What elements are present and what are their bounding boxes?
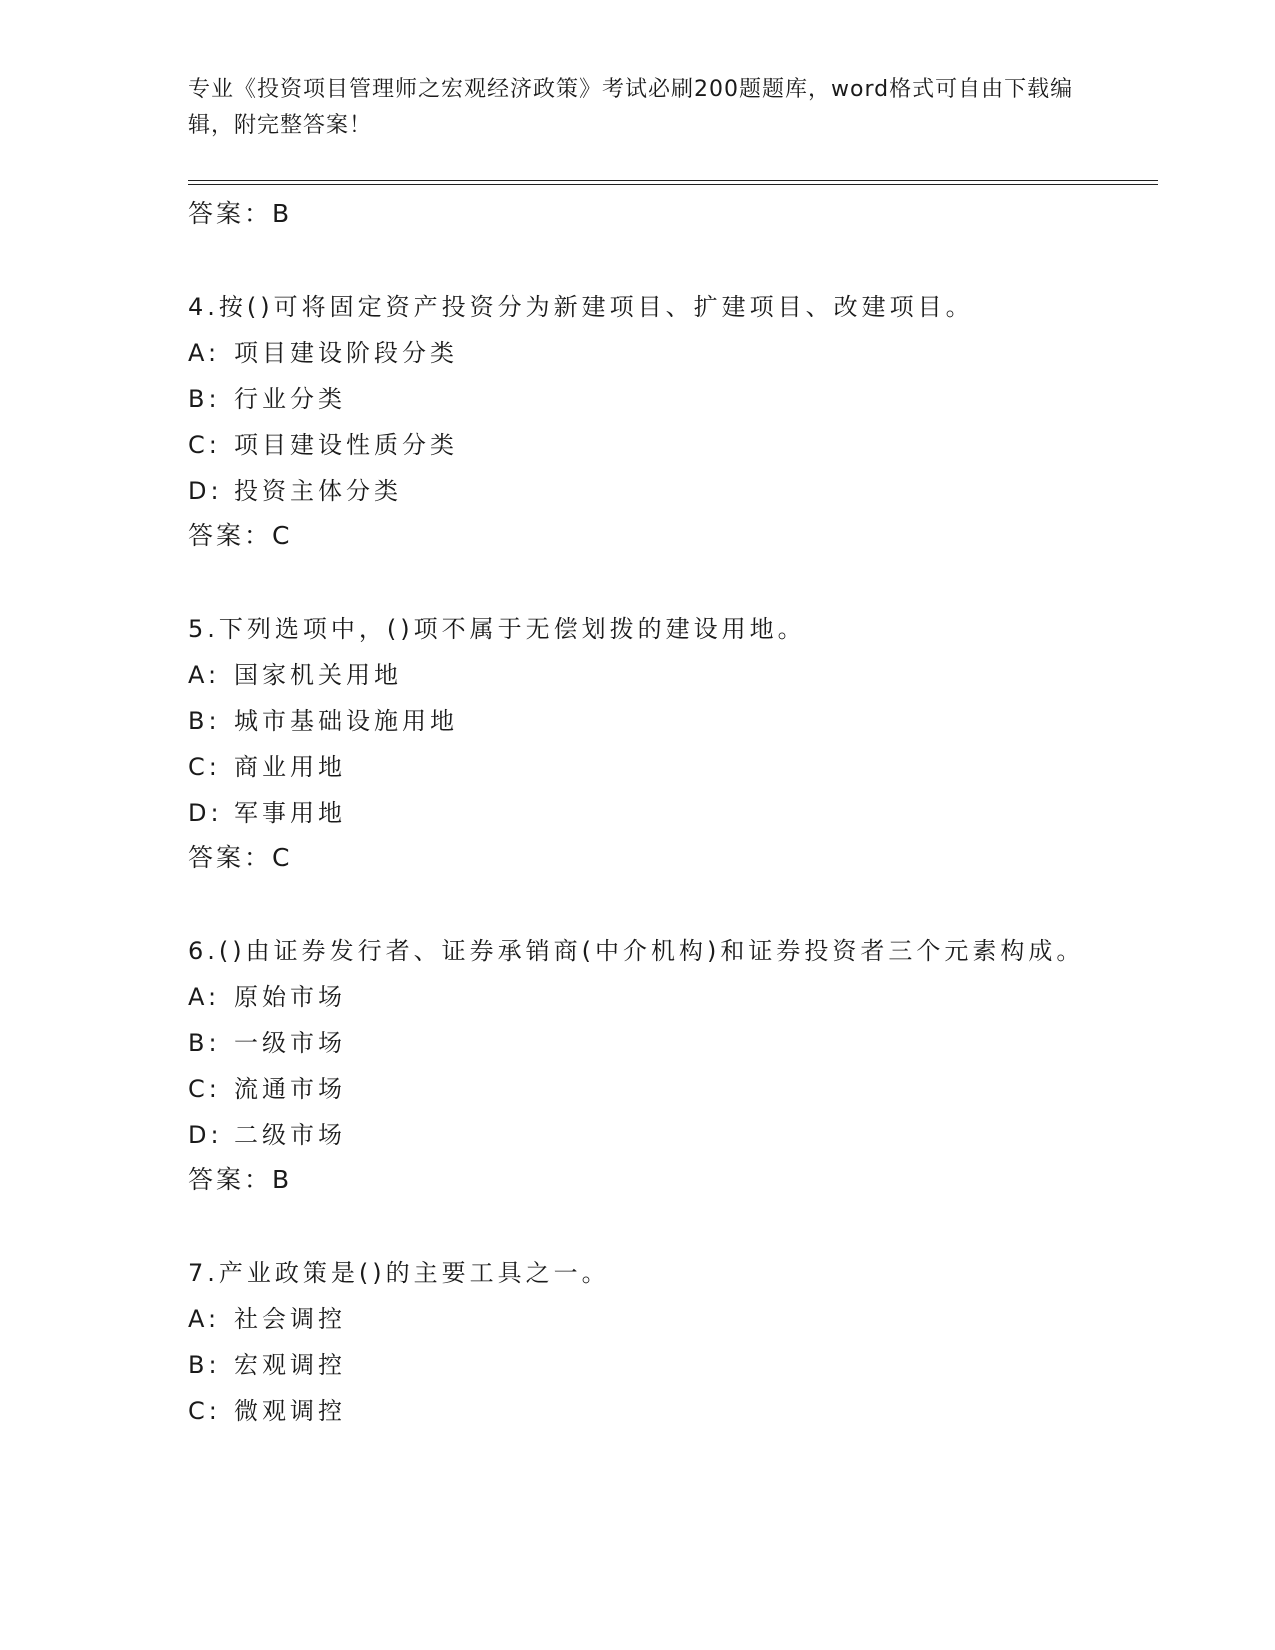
- option-text: 微观调控: [234, 1397, 346, 1425]
- option-letter: C:: [188, 1397, 221, 1425]
- option-b: [188, 698, 1088, 744]
- spacer: [188, 880, 1088, 928]
- option-a: [188, 330, 1088, 376]
- option-letter: A:: [188, 661, 221, 689]
- answer-line: 答案：B: [188, 199, 293, 228]
- option-text: 投资主体分类: [234, 477, 402, 505]
- option-text: 原始市场: [234, 983, 346, 1011]
- option-letter: B:: [188, 707, 221, 735]
- answer-line: 答案：C: [188, 521, 293, 550]
- option-letter: B:: [188, 1029, 221, 1057]
- option-text: 二级市场: [234, 1121, 346, 1149]
- answer-line: 答案：C: [188, 843, 293, 872]
- spacer: [188, 1202, 1088, 1250]
- question-block: [188, 1250, 1088, 1434]
- option-c: [188, 1066, 1088, 1112]
- option-c: [188, 422, 1088, 468]
- option-text: 城市基础设施用地: [234, 707, 458, 735]
- question-block: [188, 606, 1088, 880]
- option-letter: B:: [188, 385, 221, 413]
- question-text: 5.下列选项中，()项不属于无偿划拨的建设用地。: [188, 615, 806, 643]
- option-text: 社会调控: [234, 1305, 346, 1333]
- option-b: [188, 1020, 1088, 1066]
- option-letter: D:: [188, 477, 223, 505]
- option-text: 项目建设性质分类: [234, 431, 458, 459]
- option-letter: D:: [188, 799, 223, 827]
- question-text: 6.()由证券发行者、证券承销商(中介机构)和证券投资者三个元素构成。: [188, 937, 1085, 965]
- option-text: 项目建设阶段分类: [234, 339, 458, 367]
- option-letter: C:: [188, 431, 221, 459]
- option-letter: C:: [188, 753, 221, 781]
- header-rule-bottom: [188, 184, 1158, 185]
- option-a: [188, 652, 1088, 698]
- spacer: [188, 236, 1088, 284]
- option-text: 商业用地: [234, 753, 346, 781]
- option-letter: A:: [188, 339, 221, 367]
- option-letter: D:: [188, 1121, 223, 1149]
- answer-line: 答案：B: [188, 1165, 293, 1194]
- option-b: [188, 376, 1088, 422]
- option-letter: A:: [188, 983, 221, 1011]
- option-b: [188, 1342, 1088, 1388]
- document-header: 专业《投资项目管理师之宏观经济政策》考试必刷200题题库，word格式可自由下载编辑，附完整答案！: [188, 77, 1074, 138]
- spacer: [188, 558, 1088, 606]
- option-a: [188, 974, 1088, 1020]
- option-text: 一级市场: [234, 1029, 346, 1057]
- header-rule-top: [188, 180, 1158, 181]
- option-text: 国家机关用地: [234, 661, 402, 689]
- option-d: [188, 468, 1088, 514]
- question-text: 4.按()可将固定资产投资分为新建项目、扩建项目、改建项目。: [188, 293, 974, 321]
- option-text: 流通市场: [234, 1075, 346, 1103]
- option-text: 行业分类: [234, 385, 346, 413]
- option-text: 宏观调控: [234, 1351, 346, 1379]
- option-a: [188, 1296, 1088, 1342]
- option-d: [188, 790, 1088, 836]
- option-d: [188, 1112, 1088, 1158]
- option-c: [188, 744, 1088, 790]
- option-text: 军事用地: [234, 799, 346, 827]
- option-letter: C:: [188, 1075, 221, 1103]
- option-letter: B:: [188, 1351, 221, 1379]
- question-text: 7.产业政策是()的主要工具之一。: [188, 1259, 610, 1287]
- question-block: [188, 284, 1088, 558]
- question-block: [188, 928, 1088, 1202]
- option-letter: A:: [188, 1305, 221, 1333]
- option-c: [188, 1388, 1088, 1434]
- document-body: [188, 192, 1088, 1434]
